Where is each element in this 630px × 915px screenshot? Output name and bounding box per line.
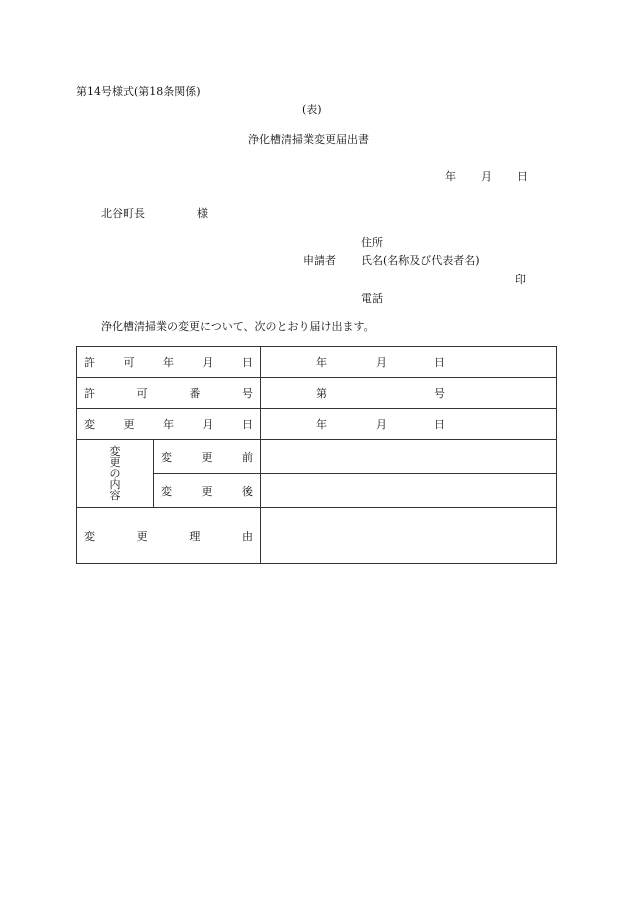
change-after-field[interactable]: [261, 474, 557, 508]
applicant-role-label: 申請者: [303, 254, 336, 267]
permit-number-row: [77, 378, 557, 409]
value-month: 月: [376, 356, 387, 369]
permit-date-row: [77, 347, 557, 378]
seal-label: 印: [515, 273, 526, 286]
name-label: 氏名(名称及び代表者名): [361, 254, 480, 267]
phone-label: 電話: [361, 292, 383, 305]
side-label: (表): [302, 103, 322, 116]
change-reason-row: [77, 508, 557, 564]
label-char: 前: [242, 450, 253, 464]
value-suffix: 号: [434, 387, 445, 400]
date-day-label: 日: [517, 170, 528, 183]
label-char: 更: [201, 484, 213, 498]
value-year: 年: [316, 356, 327, 369]
body-text: 浄化槽清掃業の変更について、次のとおり届け出ます。: [101, 320, 375, 333]
label-char: 更: [201, 450, 213, 464]
addressee-name: 北谷町長: [101, 207, 145, 220]
addressee-honorific: 様: [197, 207, 208, 220]
address-label: 住所: [361, 236, 383, 249]
value-day: 日: [434, 418, 445, 431]
change-date-field[interactable]: [261, 409, 557, 440]
label-char: 変: [161, 484, 172, 498]
label-char: 変: [84, 418, 95, 431]
value-day: 日: [434, 356, 445, 369]
change-after-label: [154, 474, 261, 508]
label-char: 由: [241, 529, 253, 543]
permit-number-label: [77, 378, 261, 409]
change-content-label: [77, 440, 154, 508]
label-char: 年: [163, 356, 174, 369]
label-char: 容: [109, 489, 121, 502]
document-title: 浄化槽清掃業変更届出書: [248, 133, 369, 146]
label-char: 更: [136, 529, 148, 543]
label-char: 可: [123, 356, 135, 369]
label-char: 月: [202, 418, 214, 431]
label-char: 更: [109, 456, 121, 469]
label-char: 許: [84, 356, 95, 369]
label-char: 変: [84, 529, 95, 543]
permit-date-label: [77, 347, 261, 378]
label-char: 後: [242, 484, 253, 498]
permit-date-field[interactable]: [261, 347, 557, 378]
change-date-row: [77, 409, 557, 440]
label-char: 内: [109, 478, 121, 491]
label-char: 許: [84, 387, 95, 400]
change-before-row: [77, 440, 557, 474]
label-char: 日: [242, 356, 253, 369]
change-before-label: [154, 440, 261, 474]
label-char: 更: [123, 418, 135, 431]
change-reason-label: [77, 508, 261, 564]
date-year-label: 年: [445, 170, 456, 183]
label-char: 年: [163, 418, 174, 431]
form-number: 第14号様式(第18条関係): [76, 85, 201, 98]
label-char: 変: [161, 450, 172, 464]
label-char: 理: [189, 529, 201, 543]
value-year: 年: [316, 418, 327, 431]
date-month-label: 月: [481, 170, 492, 183]
label-char: 号: [241, 387, 253, 400]
label-char: 可: [136, 387, 148, 400]
change-date-label: [77, 409, 261, 440]
change-form-table: [76, 346, 557, 564]
permit-number-field[interactable]: [261, 378, 557, 409]
value-prefix: 第: [316, 387, 327, 400]
label-char: 月: [202, 356, 214, 369]
label-char: 日: [242, 418, 253, 431]
value-month: 月: [376, 418, 387, 431]
change-reason-field[interactable]: [261, 508, 557, 564]
label-char: 変: [109, 445, 121, 458]
change-before-field[interactable]: [261, 440, 557, 474]
label-char: の: [109, 467, 121, 480]
label-char: 番: [189, 387, 201, 400]
